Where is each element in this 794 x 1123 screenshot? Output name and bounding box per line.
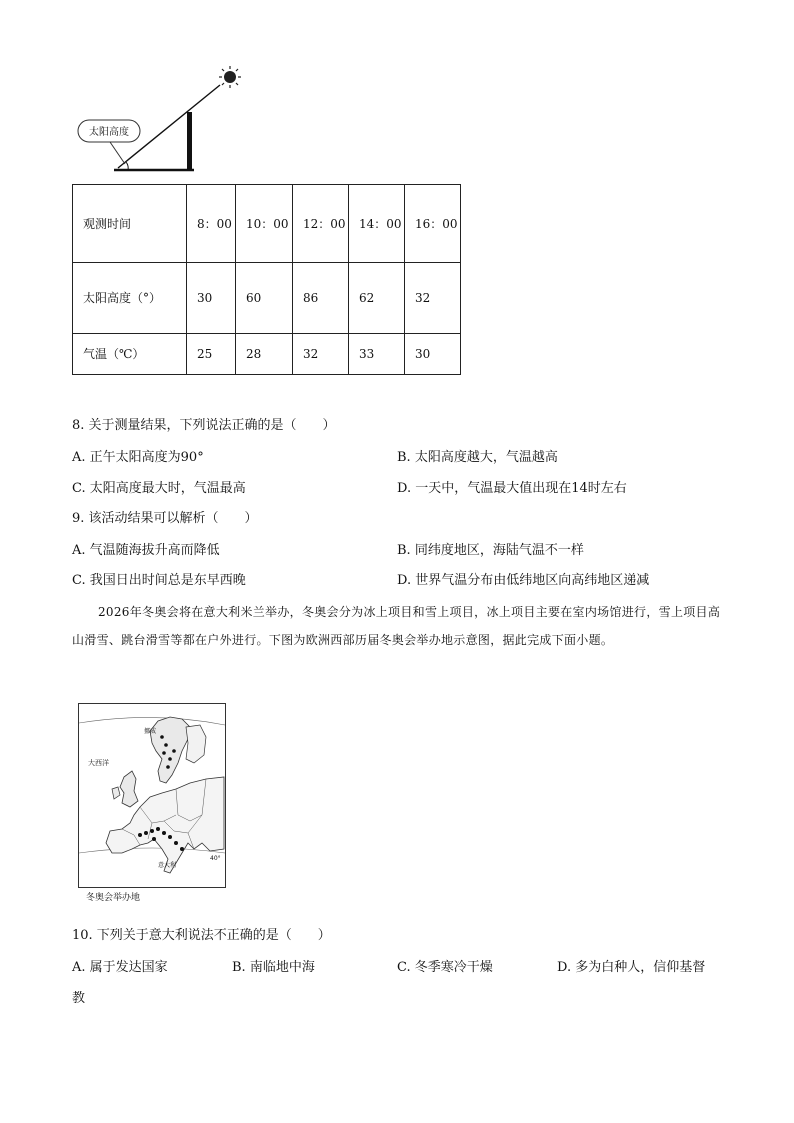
q10-option-d-continued: 教 bbox=[72, 991, 86, 1006]
q8-option-c[interactable]: C. 太阳高度最大时，气温最高 bbox=[72, 481, 246, 496]
north-city-label: 挪威 bbox=[144, 728, 157, 735]
table-cell: 30 bbox=[187, 263, 236, 334]
q10-option-c[interactable]: C. 冬季寒冷干燥 bbox=[397, 960, 493, 975]
table-cell: 10：00 bbox=[236, 185, 293, 263]
altitude-label: 太阳高度 bbox=[89, 127, 129, 138]
table-cell: 8：00 bbox=[187, 185, 236, 263]
italy-label: 意大利 bbox=[158, 862, 177, 869]
table-row bbox=[73, 185, 461, 263]
q8-stem: 8. 关于测量结果，下列说法正确的是（ ） bbox=[72, 418, 336, 433]
q10-option-d[interactable]: D. 多为白种人，信仰基督 bbox=[557, 960, 706, 975]
table-cell: 25 bbox=[187, 334, 236, 375]
map-legend: 冬奥会举办地 bbox=[86, 893, 141, 903]
q8-option-a[interactable]: A. 正午太阳高度为90° bbox=[72, 450, 204, 465]
q10-stem: 10. 下列关于意大利说法不正确的是（ ） bbox=[72, 928, 331, 943]
table-cell: 33 bbox=[349, 334, 405, 375]
table-cell: 32 bbox=[405, 263, 461, 334]
row-header: 观测时间 bbox=[73, 185, 187, 263]
q9-option-c[interactable]: C. 我国日出时间总是东早西晚 bbox=[72, 573, 246, 588]
europe-map bbox=[78, 703, 228, 891]
pole bbox=[187, 112, 192, 170]
table-cell: 60 bbox=[236, 263, 293, 334]
table-cell: 32 bbox=[293, 334, 349, 375]
q10-option-b[interactable]: B. 南临地中海 bbox=[232, 960, 315, 975]
q10-option-a[interactable]: A. 属于发达国家 bbox=[72, 960, 168, 975]
table-cell: 86 bbox=[293, 263, 349, 334]
q9-option-d[interactable]: D. 世界气温分布由低纬地区向高纬地区递减 bbox=[397, 573, 650, 588]
sun-altitude-diagram bbox=[70, 60, 260, 180]
q9-stem: 9. 该活动结果可以解析（ ） bbox=[72, 511, 258, 526]
q9-option-a[interactable]: A. 气温随海拔升高而降低 bbox=[72, 543, 220, 558]
table-row bbox=[73, 263, 461, 334]
sun-icon bbox=[219, 66, 241, 88]
table-cell: 28 bbox=[236, 334, 293, 375]
table-cell: 62 bbox=[349, 263, 405, 334]
table-row bbox=[73, 334, 461, 375]
table-cell: 12：00 bbox=[293, 185, 349, 263]
row-header: 太阳高度（°） bbox=[73, 263, 187, 334]
observation-table bbox=[72, 184, 461, 375]
table-cell: 14：00 bbox=[349, 185, 405, 263]
latitude-label: 40° bbox=[210, 855, 221, 862]
row-header: 气温（℃） bbox=[73, 334, 187, 375]
q9-option-b[interactable]: B. 同纬度地区，海陆气温不一样 bbox=[397, 543, 584, 558]
q8-option-d[interactable]: D. 一天中，气温最大值出现在14时左右 bbox=[397, 481, 627, 496]
q8-option-b[interactable]: B. 太阳高度越大，气温越高 bbox=[397, 450, 558, 465]
table-cell: 30 bbox=[405, 334, 461, 375]
table-cell: 16：00 bbox=[405, 185, 461, 263]
ocean-label: 大西洋 bbox=[88, 759, 109, 767]
passage-text: 2026年冬奥会将在意大利米兰举办，冬奥会分为冰上项目和雪上项目，冰上项目主要在室内场馆进行，雪上项目高山滑雪、跳台滑雪等都在户外进行。下图为欧洲西部历届冬奥会举办地示意图，据此完成下面小题。 bbox=[72, 605, 721, 647]
